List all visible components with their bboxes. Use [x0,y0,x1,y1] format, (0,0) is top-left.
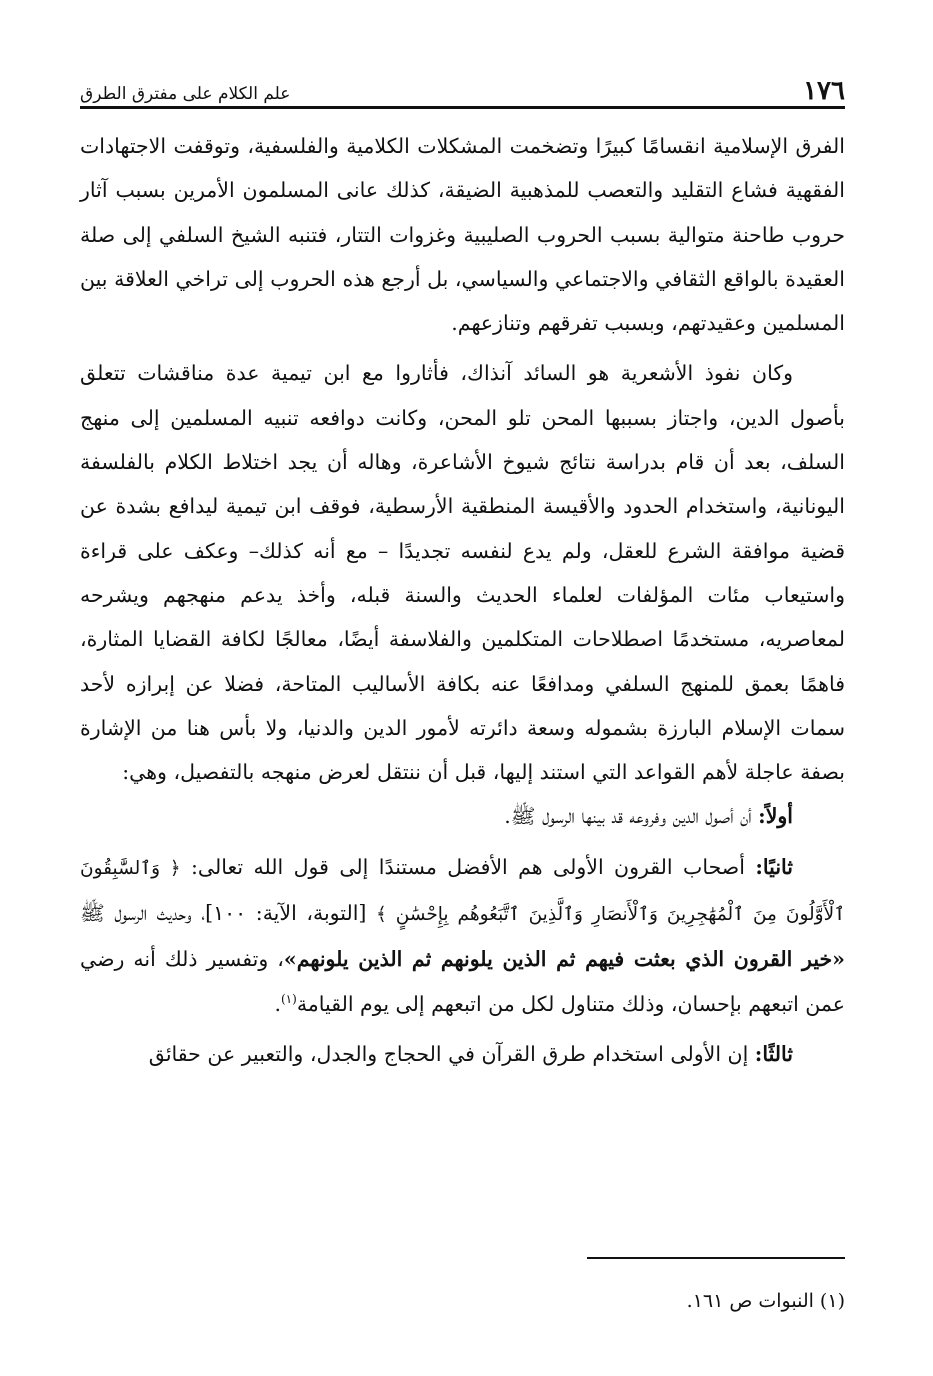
hadith-quote: «خير القرون الذي بعثت فيهم ثم الذين يلونهم ثم الذين يلونهم» [283,947,845,972]
running-title: علم الكلام على مفترق الطرق [80,84,291,104]
paragraph-2: وكان نفوذ الأشعرية هو السائد آنذاك، فأثاروا مع ابن تيمية عدة مناقشات تتعلق بأصول الدين، واجتاز بسببها المحن تلو المحن، وكانت دوافعه تنبيه المسلمين إلى منهج السلف، بعد أن قام بدراسة نتائج شيوخ الأشاعرة، وهاله أن يجد اختلاط الكلام بالفلسفة اليونانية، واستخدام الحدود والأقيسة المنطقية الأرسطية، فوقف ابن تيمية ليدافع بشدة عن قضية موافقة الشرع للعقل، ولم يدع لنفسه تجديدًا – مع أنه كذلك– وعكف على قراءة واستيعاب مئات المؤلفات لعلماء الحديث والسنة قبله، وأخذ يدعم منهجهم ويشرحه لمعاصريه، مستخدمًا اصطلاحات المتكلمين والفلاسفة أيضًا، معالجًا لكافة القضايا المثارة، فاهمًا بعمق للمنهج السلفي ومدافعًا عنه بكافة الأساليب المتاحة، فضلا عن إبرازه لأحد سمات الإسلام البارزة بشموله وسعة دائرته لأمور الدين والدنيا، ولا بأس هنا من الإشارة بصفة عاجلة لأهم القواعد التي استند إليها، قبل أن ننتقل لعرض منهجه بالتفصيل، وهي: [80,361,845,785]
page-header [80,72,845,109]
page-number: ١٧٦ [803,76,845,106]
paragraph-1: الفرق الإسلامية انقسامًا كبيرًا وتضخمت المشكلات الكلامية والفلسفية، وتوقفت الاجتهادات الفقهية فشاع التقليد والتعصب للمذهبية الضيقة، كذلك عانى المسلمون الأمرين بسبب آثار حروب طاحنة متوالية بسبب الحروب الصليبية وغزوات التتار، فتنبه الشيخ السلفي إلى صلة العقيدة بالواقع الثقافي والاجتماعي والسياسي، بل أرجع هذه الحروب إلى تراخي العلاقة بين المسلمين وعقيدتهم، وبسبب تفرقهم وتنازعهم. [80,134,845,336]
point-text-second-c: ، وتفسير ذلك أنه رضي عمن اتبعهم بإحسان، وذلك متناول لكل من اتبعهم إلى يوم القيامة [80,947,845,1016]
quran-verse: ﴿ وَٱلسَّٰبِقُونَ ٱلْأَوَّلُونَ مِنَ ٱلْمُهَٰجِرِينَ وَٱلْأَنصَارِ وَٱلَّذِينَ ٱتَّبَعُوهُم بِإِحْسَٰنٍ ﴾ [80,857,845,926]
point-text-first: أن أصول الدين وفروعه قد بينها الرسول ﷺ. [504,804,759,829]
footnote: (١) النبوات ص ١٦١. [686,1290,845,1312]
point-text-third: إن الأولى استخدام طرق القرآن في الحجاج والجدل، والتعبير عن حقائق [148,1041,755,1066]
point-label-second: ثانيًا: [755,854,793,879]
point-text-second-b: [التوبة، الآية: ١٠٠]، وحديث الرسول ﷺ [80,901,376,926]
paragraph-3 [80,794,845,838]
point-label-first: أولاً: [758,804,793,829]
paragraph-4 [80,845,845,1026]
point-text-second-a: أصحاب القرون الأولى هم الأفضل مستندًا إلى قول الله تعالى: [180,854,756,879]
body-text [80,124,845,1076]
point-text-second-d: . [274,991,281,1016]
footnote-divider [587,1257,845,1259]
point-label-third: ثالثًا: [754,1041,793,1066]
paragraph-5 [80,1032,845,1076]
footnote-reference[interactable]: (١) [280,991,297,1006]
